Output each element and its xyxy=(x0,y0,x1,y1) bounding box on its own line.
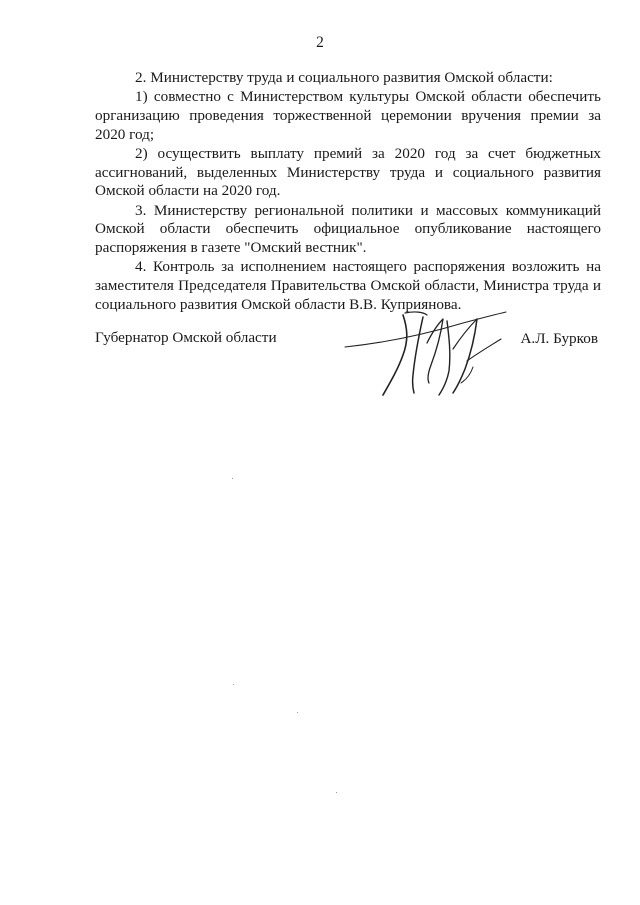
signature-block xyxy=(95,329,601,409)
document-body xyxy=(95,69,601,315)
paragraph-2: 1) совместно с Министерством культуры Омской области обеспечить организацию проведения торжественной церемонии вручения премии за 2020 год; xyxy=(95,88,601,143)
handwritten-signature xyxy=(343,309,513,399)
page-number: 2 xyxy=(316,34,324,51)
paragraph-5: 4. Контроль за исполнением настоящего распоряжения возложить на заместителя Председателя Правительства Омской области, Министра труда и социального развития Омской области В.В. Куприянова. xyxy=(95,258,601,313)
paragraph-1: 2. Министерству труда и социального развития Омской области: xyxy=(135,69,553,86)
paragraph-4: 3. Министерству региональной политики и массовых коммуникаций Омской области обеспечить официальное опубликование настоящего распоряжения в газете "Омский вестник". xyxy=(95,201,601,257)
scan-speck xyxy=(233,684,234,685)
scan-speck xyxy=(297,712,298,713)
signatory-title: Губернатор Омской области xyxy=(95,329,277,346)
signatory-name: А.Л. Бурков xyxy=(520,330,598,347)
paragraph-3: 2) осуществить выплату премий за 2020 год за счет бюджетных ассигнований, выделенных Министерству труда и социального развития Омской области на 2020 год. xyxy=(95,145,601,200)
scan-speck xyxy=(232,478,233,479)
scan-speck xyxy=(336,792,337,793)
